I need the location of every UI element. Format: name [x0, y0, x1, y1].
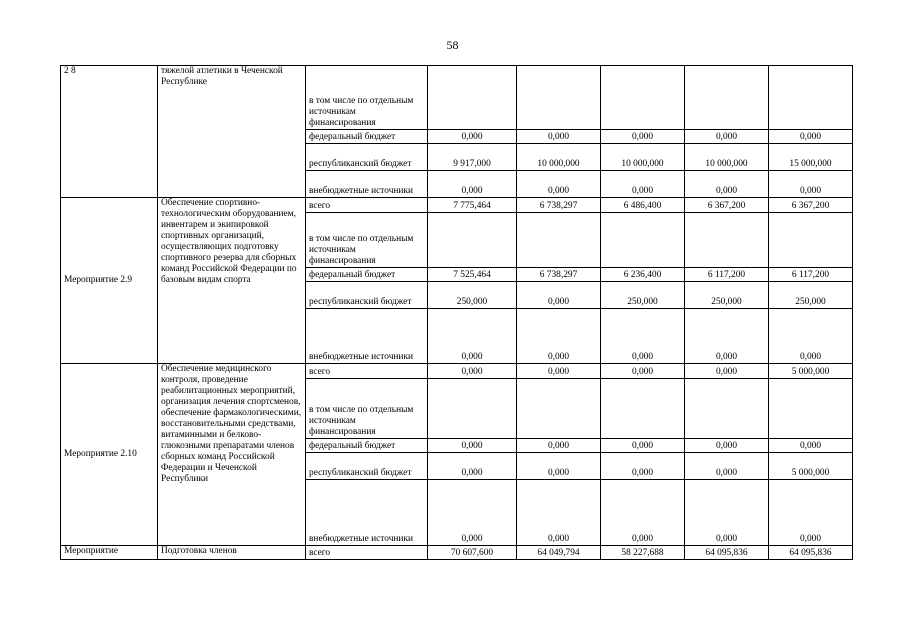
- funding-value: 0,000: [428, 364, 517, 379]
- funding-value: [685, 66, 769, 130]
- funding-value: 10 000,000: [517, 144, 601, 171]
- funding-source: внебюджетные источники: [306, 480, 428, 546]
- funding-value: 58 227,688: [601, 546, 685, 560]
- funding-value: 70 607,600: [428, 546, 517, 560]
- funding-value: 0,000: [685, 309, 769, 364]
- funding-value: 5 000,000: [769, 453, 853, 480]
- funding-value: 0,000: [769, 480, 853, 546]
- funding-value: 5 000,000: [769, 364, 853, 379]
- funding-value: 0,000: [517, 439, 601, 453]
- funding-value: [601, 379, 685, 439]
- funding-source: республиканский бюджет: [306, 453, 428, 480]
- funding-value: 0,000: [428, 453, 517, 480]
- funding-value: 0,000: [428, 439, 517, 453]
- funding-value: 0,000: [769, 171, 853, 198]
- funding-value: 6 738,297: [517, 198, 601, 213]
- funding-source: внебюджетные источники: [306, 171, 428, 198]
- funding-value: 6 367,200: [769, 198, 853, 213]
- funding-value: 6 738,297: [517, 268, 601, 282]
- funding-value: 0,000: [517, 130, 601, 144]
- funding-value: 0,000: [685, 364, 769, 379]
- page-number: 58: [446, 38, 459, 52]
- table-row: [61, 66, 853, 130]
- funding-value: 0,000: [601, 439, 685, 453]
- funding-value: [769, 66, 853, 130]
- funding-value: 0,000: [517, 309, 601, 364]
- funding-value: 6 117,200: [685, 268, 769, 282]
- funding-source: в том числе по отдельным источникам финансирования: [306, 66, 428, 130]
- funding-value: 7 525,464: [428, 268, 517, 282]
- funding-value: 64 095,836: [769, 546, 853, 560]
- funding-value: 0,000: [517, 364, 601, 379]
- funding-value: 0,000: [601, 171, 685, 198]
- activity-name: тяжелой атлетики в Чеченской Республике: [158, 66, 306, 198]
- activity-code: 2 8: [61, 66, 158, 198]
- funding-value: [517, 213, 601, 268]
- activity-code: Мероприятие 2.10: [61, 364, 158, 546]
- funding-value: 6 486,400: [601, 198, 685, 213]
- funding-value: 0,000: [769, 309, 853, 364]
- funding-value: [601, 213, 685, 268]
- funding-value: [517, 66, 601, 130]
- funding-source: федеральный бюджет: [306, 130, 428, 144]
- funding-value: 6 367,200: [685, 198, 769, 213]
- funding-value: 9 917,000: [428, 144, 517, 171]
- funding-value: 0,000: [685, 171, 769, 198]
- funding-source: республиканский бюджет: [306, 144, 428, 171]
- funding-value: 64 095,836: [685, 546, 769, 560]
- funding-source: в том числе по отдельным источникам финансирования: [306, 213, 428, 268]
- funding-source: республиканский бюджет: [306, 282, 428, 309]
- funding-value: 10 000,000: [601, 144, 685, 171]
- funding-value: 0,000: [428, 130, 517, 144]
- activity-name: Подготовка членов: [158, 546, 306, 560]
- funding-value: 6 236,400: [601, 268, 685, 282]
- funding-value: 0,000: [428, 171, 517, 198]
- funding-source: в том числе по отдельным источникам финансирования: [306, 379, 428, 439]
- funding-source: всего: [306, 364, 428, 379]
- funding-value: 0,000: [517, 171, 601, 198]
- funding-value: 250,000: [685, 282, 769, 309]
- funding-source: всего: [306, 546, 428, 560]
- activity-code: Мероприятие: [61, 546, 158, 560]
- table-row: [61, 364, 853, 379]
- funding-value: 0,000: [685, 439, 769, 453]
- funding-value: 10 000,000: [685, 144, 769, 171]
- funding-value: 0,000: [601, 453, 685, 480]
- funding-value: 0,000: [517, 453, 601, 480]
- funding-value: 0,000: [601, 480, 685, 546]
- funding-value: [428, 213, 517, 268]
- funding-source: федеральный бюджет: [306, 268, 428, 282]
- funding-value: 6 117,200: [769, 268, 853, 282]
- activity-name: Обеспечение медицинского контроля, проведение реабилитационных мероприятий, организация лечения спортсменов, обеспечение фармакологическими, восстановительными средствами, витаминными и белково-глюкозными препаратами членов сборных команд Российской Федерации и Чеченской Республики: [158, 364, 306, 546]
- table-row: [61, 546, 853, 560]
- funding-value: [428, 379, 517, 439]
- funding-value: [685, 379, 769, 439]
- funding-value: [428, 66, 517, 130]
- funding-value: 0,000: [685, 480, 769, 546]
- funding-value: 0,000: [428, 309, 517, 364]
- table-row: [61, 198, 853, 213]
- funding-value: 64 049,794: [517, 546, 601, 560]
- funding-value: [601, 66, 685, 130]
- funding-value: [685, 213, 769, 268]
- funding-value: 0,000: [517, 480, 601, 546]
- funding-value: 0,000: [428, 480, 517, 546]
- funding-source: федеральный бюджет: [306, 439, 428, 453]
- funding-value: 250,000: [769, 282, 853, 309]
- funding-value: 0,000: [685, 453, 769, 480]
- funding-value: 0,000: [601, 364, 685, 379]
- funding-value: [517, 379, 601, 439]
- funding-value: 0,000: [769, 130, 853, 144]
- funding-value: [769, 379, 853, 439]
- funding-value: 250,000: [601, 282, 685, 309]
- funding-value: 0,000: [601, 130, 685, 144]
- funding-source: внебюджетные источники: [306, 309, 428, 364]
- funding-value: 0,000: [685, 130, 769, 144]
- funding-value: 7 775,464: [428, 198, 517, 213]
- funding-source: всего: [306, 198, 428, 213]
- funding-value: 15 000,000: [769, 144, 853, 171]
- budget-table: [60, 65, 853, 560]
- funding-value: 0,000: [769, 439, 853, 453]
- funding-value: 0,000: [601, 309, 685, 364]
- activity-name: Обеспечение спортивно-технологическим оборудованием, инвентарем и экипировкой спортивных организаций, осуществляющих подготовку спортивного резерва для сборных команд Российской Федерации по базовым видам спорта: [158, 198, 306, 364]
- funding-value: 250,000: [428, 282, 517, 309]
- funding-value: [769, 213, 853, 268]
- funding-value: 0,000: [517, 282, 601, 309]
- activity-code: Мероприятие 2.9: [61, 198, 158, 364]
